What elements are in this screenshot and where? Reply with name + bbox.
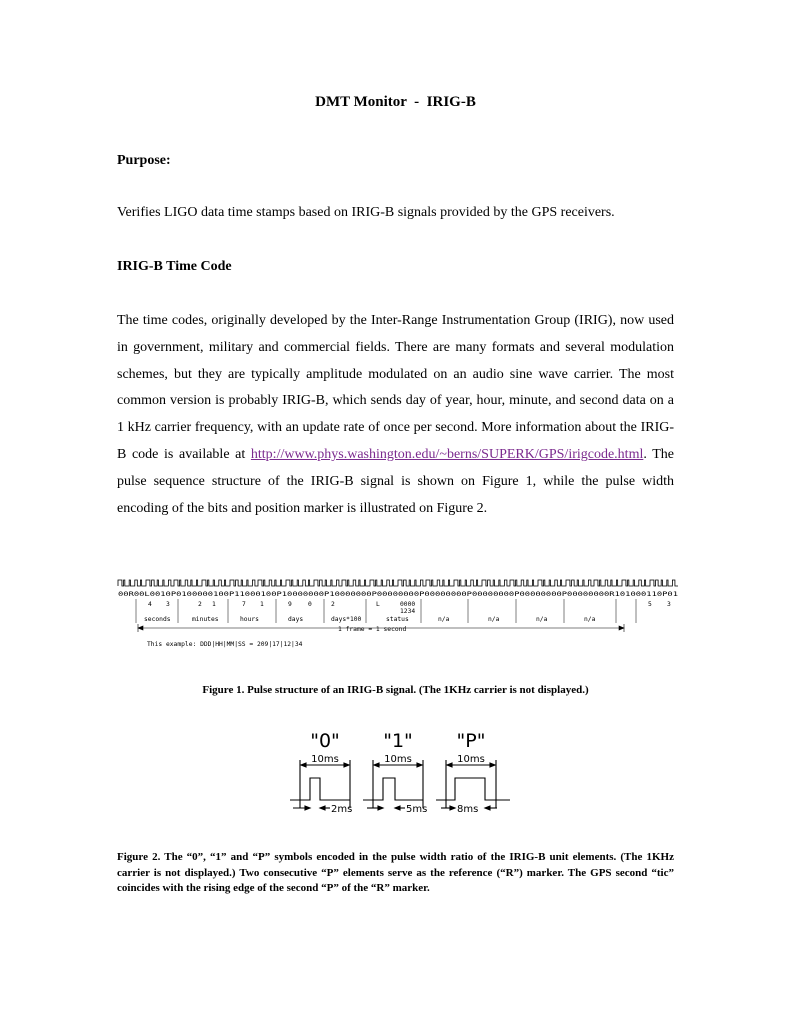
symbol-1-label: "1" <box>383 730 413 752</box>
digit-day-tens: 0 <box>308 601 312 608</box>
symbol-0-label: "0" <box>310 730 340 752</box>
digit-min-tens: 1 <box>212 601 216 608</box>
irig-b-pulse-structure-figure <box>116 572 682 654</box>
bit-sequence-row: 00R00L0010P0100000100P11000100P10000000P10000000P00000000P00000000P00000000P00000000P00000000R101000110P01 <box>118 591 679 598</box>
digit-sec-ones: 4 <box>148 601 152 608</box>
timecode-paragraph <box>117 308 674 522</box>
status-bits-a: 0000 <box>400 601 416 608</box>
digit-hour-ones: 7 <box>242 601 246 608</box>
status-L: L <box>376 601 380 608</box>
symbol-1-waveform <box>363 760 423 810</box>
figure1-caption: Figure 1. Pulse structure of an IRIG-B signal. (The 1KHz carrier is not displayed.) <box>202 684 589 696</box>
label-days: days <box>288 616 304 623</box>
purpose-text: Verifies LIGO data time stamps based on IRIG-B signals provided by the GPS receivers. <box>117 205 615 220</box>
pulse-train <box>118 580 678 586</box>
label-hours: hours <box>240 616 259 623</box>
digit-hour-tens: 1 <box>260 601 264 608</box>
period-p-label: 10ms <box>457 754 485 765</box>
digit-sec-tens: 3 <box>166 601 170 608</box>
label-status: status <box>386 616 409 623</box>
label-na-3: n/a <box>536 616 548 623</box>
timecode-text-part2: . The pulse sequence structure of the IRIG-B signal is shown on Figure 1, while the pulse width encoding of the bits and position marker is illustrated on Figure 2. <box>117 446 675 516</box>
digit-day-ones: 9 <box>288 601 292 608</box>
pulse-waveform <box>118 580 678 586</box>
width-0-label: 2ms <box>331 804 353 815</box>
digit-min-ones: 2 <box>198 601 202 608</box>
digit-right-a: 5 <box>648 601 652 608</box>
symbol-0-waveform <box>290 760 350 810</box>
timecode-text-part1: The time codes, originally developed by the Inter-Range Instrumentation Group (IRIG), now used in government, military and commercial fields. There are many formats and several modulation schemes, but they are typically amplitude modulated on an audio sine wave carrier. The most common version is probably IRIG-B, which sends day of year, hour, minute, and second data on a 1 kHz carrier frequency, with an update rate of once per second. More information about the IRIG-B code is available at <box>117 313 674 462</box>
width-1-label: 5ms <box>406 804 428 815</box>
frame-label: 1 frame = 1 second <box>338 626 407 633</box>
symbol-encoding-figure <box>285 724 517 818</box>
period-0-label: 10ms <box>311 754 339 765</box>
label-seconds: seconds <box>144 616 171 623</box>
label-na-4: n/a <box>584 616 596 623</box>
digit-right-b: 3 <box>667 601 671 608</box>
period-1-label: 10ms <box>384 754 412 765</box>
digit-day-hund: 2 <box>331 601 335 608</box>
label-na-2: n/a <box>488 616 500 623</box>
status-bits-b: 1234 <box>400 608 416 615</box>
label-na-1: n/a <box>438 616 450 623</box>
timecode-heading: IRIG-B Time Code <box>117 259 232 274</box>
purpose-heading: Purpose: <box>117 153 171 168</box>
example-label: This example: DDD|HH|MM|SS = 209|17|12|34 <box>147 641 303 648</box>
page-title: DMT Monitor - IRIG-B <box>315 94 476 110</box>
label-days100: days*100 <box>331 616 362 623</box>
irig-code-link[interactable]: http://www.phys.washington.edu/~berns/SUPERK/GPS/irigcode.html <box>250 446 644 462</box>
symbol-p-label: "P" <box>456 730 486 752</box>
width-p-label: 8ms <box>457 804 479 815</box>
symbol-p-waveform <box>436 760 510 810</box>
figure2-caption: Figure 2. The “0”, “1” and “P” symbols encoded in the pulse width ratio of the IRIG-B unit elements. (The 1KHz carrier is not displayed.) Two consecutive “P” elements serve as the reference (“R”) marker. The GPS second “tic” coincides with the rising edge of the second “P” of the “R” marker. <box>117 851 674 894</box>
label-minutes: minutes <box>192 616 219 623</box>
